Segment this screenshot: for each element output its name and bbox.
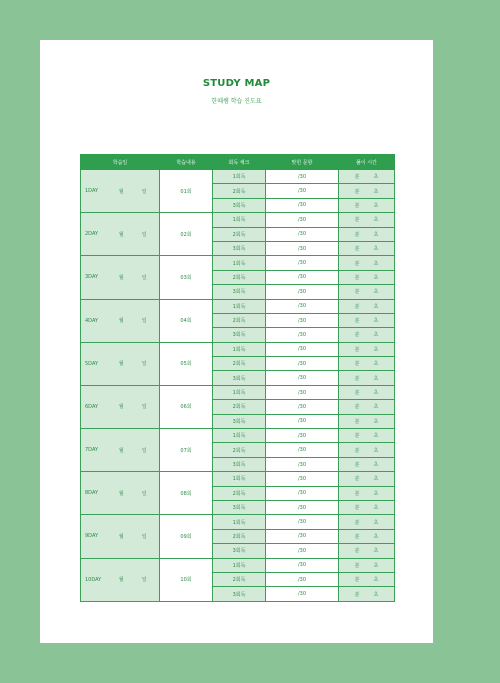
day-label: 2DAY (81, 213, 107, 256)
correct-count-cell[interactable]: /30 (266, 241, 339, 255)
solve-time-cell[interactable] (339, 558, 395, 572)
header-solve-time: 풀이 시간 (339, 155, 395, 170)
second-label: 초 (373, 447, 379, 454)
month-label: 월 (118, 577, 124, 584)
correct-count-cell[interactable]: /30 (266, 515, 339, 529)
month-label: 월 (118, 361, 124, 368)
correct-count-cell[interactable]: /30 (266, 227, 339, 241)
round-check-cell[interactable]: 1회독 (213, 170, 266, 184)
correct-count-cell[interactable]: /30 (266, 529, 339, 543)
round-check-cell[interactable]: 3회독 (213, 328, 266, 342)
minute-label: 분 (354, 332, 360, 339)
round-check-cell[interactable]: 2회독 (213, 529, 266, 543)
second-label: 초 (373, 260, 379, 267)
round-check-cell[interactable]: 1회독 (213, 472, 266, 486)
solve-time-cell[interactable] (339, 313, 395, 327)
header-correct: 맞힌 문항 (266, 155, 339, 170)
correct-count-cell[interactable]: /30 (266, 256, 339, 270)
minute-label: 분 (354, 260, 360, 267)
minute-label: 분 (354, 548, 360, 555)
date-field[interactable] (107, 515, 160, 558)
day-label: 8DAY (81, 472, 107, 515)
round-check-cell[interactable]: 2회독 (213, 443, 266, 457)
round-check-cell[interactable]: 1회독 (213, 342, 266, 356)
content-label: 07회 (160, 429, 213, 472)
solve-time-cell[interactable] (339, 587, 395, 601)
second-label: 초 (373, 303, 379, 310)
minute-label: 분 (354, 188, 360, 195)
table-row (81, 299, 395, 313)
round-check-cell[interactable]: 3회독 (213, 587, 266, 601)
minute-label: 분 (354, 289, 360, 296)
correct-count-cell[interactable]: /30 (266, 486, 339, 500)
solve-time-cell[interactable] (339, 170, 395, 184)
solve-time-cell[interactable] (339, 256, 395, 270)
month-label: 월 (118, 318, 124, 325)
solve-time-cell[interactable] (339, 385, 395, 399)
second-label: 초 (373, 246, 379, 253)
second-label: 초 (373, 433, 379, 440)
minute-label: 분 (354, 318, 360, 325)
minute-label: 분 (354, 202, 360, 209)
table-row (81, 515, 395, 529)
minute-label: 분 (354, 303, 360, 310)
day-unit-label: 일 (141, 274, 147, 281)
table-row (81, 472, 395, 486)
second-label: 초 (373, 505, 379, 512)
content-label: 06회 (160, 385, 213, 428)
second-label: 초 (373, 390, 379, 397)
second-label: 초 (373, 533, 379, 540)
round-check-cell[interactable]: 3회독 (213, 285, 266, 299)
table-header-row (81, 155, 395, 170)
second-label: 초 (373, 274, 379, 281)
second-label: 초 (373, 361, 379, 368)
second-label: 초 (373, 332, 379, 339)
month-label: 월 (118, 447, 124, 454)
table-row (81, 170, 395, 184)
round-check-cell[interactable]: 3회독 (213, 241, 266, 255)
solve-time-cell[interactable] (339, 572, 395, 586)
day-label: 3DAY (81, 256, 107, 299)
second-label: 초 (373, 289, 379, 296)
correct-count-cell[interactable]: /30 (266, 587, 339, 601)
day-label: 5DAY (81, 342, 107, 385)
day-unit-label: 일 (141, 404, 147, 411)
solve-time-cell[interactable] (339, 544, 395, 558)
table-row (81, 558, 395, 572)
correct-count-cell[interactable]: /30 (266, 170, 339, 184)
minute-label: 분 (354, 418, 360, 425)
correct-count-cell[interactable]: /30 (266, 443, 339, 457)
header-content: 학습내용 (160, 155, 213, 170)
second-label: 초 (373, 231, 379, 238)
second-label: 초 (373, 188, 379, 195)
second-label: 초 (373, 562, 379, 569)
date-field[interactable] (107, 342, 160, 385)
correct-count-cell[interactable]: /30 (266, 313, 339, 327)
solve-time-cell[interactable] (339, 357, 395, 371)
round-check-cell[interactable]: 1회독 (213, 429, 266, 443)
date-field[interactable] (107, 299, 160, 342)
content-label: 08회 (160, 472, 213, 515)
second-label: 초 (373, 404, 379, 411)
minute-label: 분 (354, 390, 360, 397)
round-check-cell[interactable]: 1회독 (213, 213, 266, 227)
date-field[interactable] (107, 256, 160, 299)
day-label: 9DAY (81, 515, 107, 558)
study-progress-table (80, 154, 395, 602)
date-field[interactable] (107, 170, 160, 213)
round-check-cell[interactable]: 1회독 (213, 385, 266, 399)
solve-time-cell[interactable] (339, 184, 395, 198)
second-label: 초 (373, 318, 379, 325)
table-row (81, 342, 395, 356)
content-label: 10회 (160, 558, 213, 601)
minute-label: 분 (354, 404, 360, 411)
table-row (81, 256, 395, 270)
correct-count-cell[interactable]: /30 (266, 184, 339, 198)
round-check-cell[interactable]: 3회독 (213, 371, 266, 385)
solve-time-cell[interactable] (339, 414, 395, 428)
day-unit-label: 일 (141, 490, 147, 497)
solve-time-cell[interactable] (339, 227, 395, 241)
round-check-cell[interactable]: 2회독 (213, 270, 266, 284)
second-label: 초 (373, 548, 379, 555)
month-label: 월 (118, 188, 124, 195)
solve-time-cell[interactable] (339, 299, 395, 313)
second-label: 초 (373, 217, 379, 224)
solve-time-cell[interactable] (339, 515, 395, 529)
correct-count-cell[interactable]: /30 (266, 400, 339, 414)
content-label: 02회 (160, 213, 213, 256)
solve-time-cell[interactable] (339, 529, 395, 543)
second-label: 초 (373, 462, 379, 468)
content-label: 04회 (160, 299, 213, 342)
minute-label: 분 (354, 476, 360, 483)
minute-label: 분 (354, 231, 360, 238)
day-label: 1DAY (81, 170, 107, 213)
second-label: 초 (373, 202, 379, 209)
day-unit-label: 일 (141, 533, 147, 540)
minute-label: 분 (354, 346, 360, 353)
correct-count-cell[interactable]: /30 (266, 558, 339, 572)
round-check-cell[interactable]: 2회독 (213, 313, 266, 327)
second-label: 초 (373, 490, 379, 497)
month-label: 월 (118, 533, 124, 540)
month-label: 월 (118, 231, 124, 238)
day-unit-label: 일 (141, 318, 147, 325)
table-row (81, 429, 395, 443)
minute-label: 분 (354, 505, 360, 512)
second-label: 초 (373, 476, 379, 483)
minute-label: 분 (354, 174, 360, 181)
table-row (81, 213, 395, 227)
round-check-cell[interactable]: 2회독 (213, 184, 266, 198)
content-label: 01회 (160, 170, 213, 213)
day-label: 7DAY (81, 429, 107, 472)
day-unit-label: 일 (141, 577, 147, 584)
minute-label: 분 (354, 274, 360, 281)
document-page (40, 40, 433, 643)
second-label: 초 (373, 346, 379, 353)
solve-time-cell[interactable] (339, 213, 395, 227)
round-check-cell[interactable]: 2회독 (213, 357, 266, 371)
date-field[interactable] (107, 385, 160, 428)
day-unit-label: 일 (141, 447, 147, 454)
minute-label: 분 (354, 375, 360, 382)
page-subtitle: 한때쌤 학습 진도표 (211, 98, 262, 105)
correct-count-cell[interactable]: /30 (266, 285, 339, 299)
round-check-cell[interactable]: 2회독 (213, 400, 266, 414)
solve-time-cell[interactable] (339, 328, 395, 342)
table-row (81, 385, 395, 399)
second-label: 초 (373, 418, 379, 425)
content-label: 09회 (160, 515, 213, 558)
minute-label: 분 (354, 577, 360, 584)
solve-time-cell[interactable] (339, 500, 395, 514)
month-label: 월 (118, 490, 124, 497)
minute-label: 분 (354, 462, 360, 468)
correct-count-cell[interactable]: /30 (266, 429, 339, 443)
content-label: 03회 (160, 256, 213, 299)
minute-label: 분 (354, 490, 360, 497)
minute-label: 분 (354, 562, 360, 569)
solve-time-cell[interactable] (339, 443, 395, 457)
header-study-day: 학습일 (81, 155, 160, 170)
day-unit-label: 일 (141, 361, 147, 368)
date-field[interactable] (107, 213, 160, 256)
correct-count-cell[interactable]: /30 (266, 328, 339, 342)
date-field[interactable] (107, 472, 160, 515)
round-check-cell[interactable]: 1회독 (213, 515, 266, 529)
correct-count-cell[interactable]: /30 (266, 198, 339, 212)
date-field[interactable] (107, 558, 160, 601)
round-check-cell[interactable]: 2회독 (213, 572, 266, 586)
content-label: 05회 (160, 342, 213, 385)
minute-label: 분 (354, 361, 360, 368)
solve-time-cell[interactable] (339, 270, 395, 284)
day-unit-label: 일 (141, 188, 147, 195)
minute-label: 분 (354, 433, 360, 440)
minute-label: 분 (354, 246, 360, 253)
date-field[interactable] (107, 429, 160, 472)
solve-time-cell[interactable] (339, 285, 395, 299)
solve-time-cell[interactable] (339, 198, 395, 212)
correct-count-cell[interactable]: /30 (266, 472, 339, 486)
solve-time-cell[interactable] (339, 457, 395, 471)
correct-count-cell[interactable]: /30 (266, 213, 339, 227)
solve-time-cell[interactable] (339, 400, 395, 414)
correct-count-cell[interactable]: /30 (266, 270, 339, 284)
minute-label: 분 (354, 217, 360, 224)
solve-time-cell[interactable] (339, 371, 395, 385)
day-label: 6DAY (81, 385, 107, 428)
round-check-cell[interactable]: 1회독 (213, 256, 266, 270)
minute-label: 분 (354, 591, 360, 598)
round-check-cell[interactable]: 1회독 (213, 558, 266, 572)
round-check-cell[interactable]: 3회독 (213, 457, 266, 471)
correct-count-cell[interactable]: /30 (266, 342, 339, 356)
round-check-cell[interactable]: 3회독 (213, 414, 266, 428)
second-label: 초 (373, 577, 379, 584)
second-label: 초 (373, 375, 379, 382)
round-check-cell[interactable]: 3회독 (213, 544, 266, 558)
round-check-cell[interactable]: 1회독 (213, 299, 266, 313)
solve-time-cell[interactable] (339, 429, 395, 443)
correct-count-cell[interactable]: /30 (266, 385, 339, 399)
page-title: STUDY MAP (202, 78, 271, 89)
correct-count-cell[interactable]: /30 (266, 500, 339, 514)
solve-time-cell[interactable] (339, 486, 395, 500)
correct-count-cell[interactable]: /30 (266, 414, 339, 428)
solve-time-cell[interactable] (339, 472, 395, 486)
round-check-cell[interactable]: 3회독 (213, 500, 266, 514)
correct-count-cell[interactable]: /30 (266, 544, 339, 558)
correct-count-cell[interactable]: /30 (266, 357, 339, 371)
day-unit-label: 일 (141, 231, 147, 238)
month-label: 월 (118, 404, 124, 411)
minute-label: 분 (354, 519, 360, 526)
header-round-check: 회독 체크 (213, 155, 266, 170)
day-label: 10DAY (81, 558, 107, 601)
round-check-cell[interactable]: 2회독 (213, 227, 266, 241)
month-label: 월 (118, 274, 124, 281)
day-label: 4DAY (81, 299, 107, 342)
correct-count-cell[interactable]: /30 (266, 457, 339, 471)
second-label: 초 (373, 591, 379, 598)
round-check-cell[interactable]: 2회독 (213, 486, 266, 500)
correct-count-cell[interactable]: /30 (266, 371, 339, 385)
minute-label: 분 (354, 447, 360, 454)
solve-time-cell[interactable] (339, 241, 395, 255)
minute-label: 분 (354, 533, 360, 540)
correct-count-cell[interactable]: /30 (266, 299, 339, 313)
second-label: 초 (373, 519, 379, 526)
round-check-cell[interactable]: 3회독 (213, 198, 266, 212)
correct-count-cell[interactable]: /30 (266, 572, 339, 586)
second-label: 초 (373, 174, 379, 181)
solve-time-cell[interactable] (339, 342, 395, 356)
